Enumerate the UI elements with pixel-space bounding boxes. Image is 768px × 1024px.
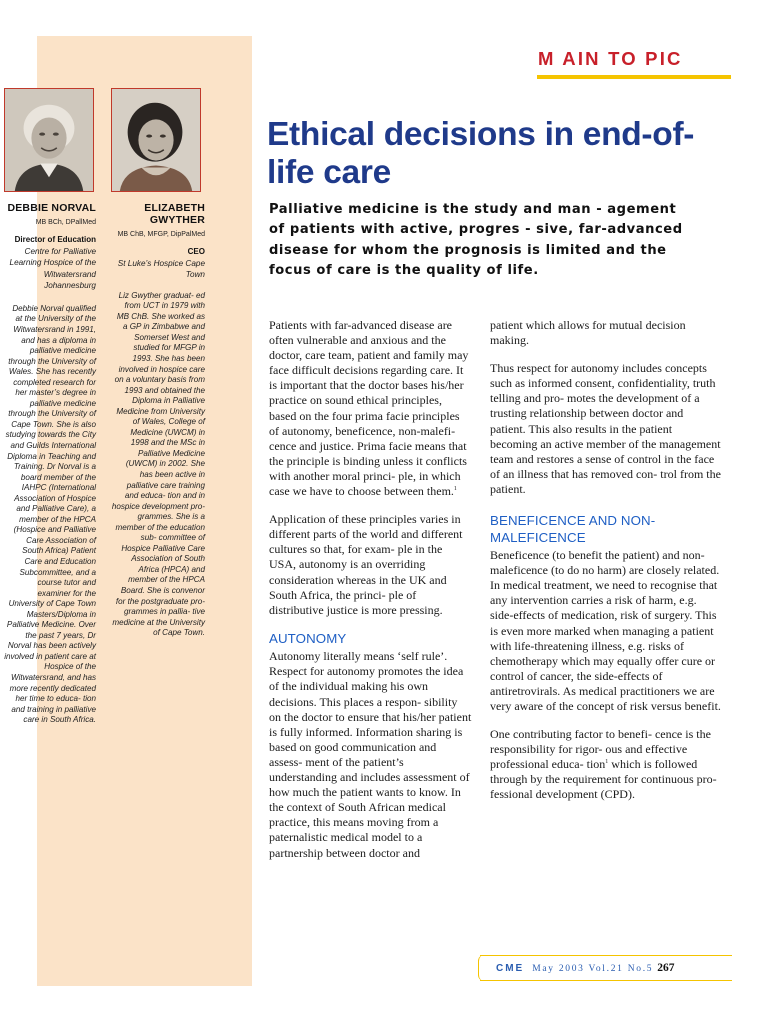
section-heading-beneficence: BENEFICENCE AND NON-MALEFICENCE [490, 513, 656, 545]
author-photo-gwyther [111, 88, 201, 192]
author-role: CEO [187, 247, 205, 256]
author-name: DEBBIE NORVAL [7, 202, 96, 214]
body-column-right [490, 318, 721, 816]
paragraph-text: which is followed through by the requirement for continuous pro- fessional development (CPD). [490, 757, 717, 802]
paragraph-text: Patients with far-advanced disease are often vulnerable and anxious and the doctor, care team, patient and family may face difficult decisions regarding care. It is important that the doctor bases his/her practice on sound ethical principles, based on the four prima facie principles of autonomy, beneficence, non-malefi- cence and justice. Prima facie means that the principle is binding unless it conflicts with another moral princi- ple, in which case we have to choose between them. [269, 318, 469, 499]
body-paragraph: Thus respect for autonomy includes concepts such as informed consent, confidentiality, truth telling and pro- motes the development of a trusting relationship between doctor and patient. This also results in the patient becoming an active member of the management team and restores a sense of control in the face of an illness that has removed con- trol from the patient. [490, 361, 721, 496]
body-paragraph: patient which allows for mutual decision making. [490, 318, 686, 348]
footer-rule-bottom [480, 980, 732, 981]
author-role: Director of Education [14, 235, 96, 244]
section-rule [537, 75, 731, 79]
page-footer [480, 959, 732, 979]
author-bio-norval [4, 202, 96, 726]
reference-marker: 1 [453, 486, 457, 493]
article-title: Ethical decisions in end-of-life care [267, 116, 695, 191]
author-organisation: St Luke’s Hospice Cape Town [117, 258, 205, 280]
author-organisation: Centre for Palliative Learning Hospice of the Witwatersrand Johannesburg [9, 246, 96, 291]
author-portrait-icon [112, 89, 200, 191]
footer-rule-top [480, 955, 732, 956]
footer-journal: CME [496, 963, 525, 974]
paragraph-text: One contributing factor to benefi- cence is the responsibility for rigor- ous and effective professional educa- tion [490, 727, 711, 772]
footer-issue: May 2003 Vol.21 No.5 [532, 964, 654, 974]
body-column-left [269, 318, 472, 874]
author-qualifications: MB BCh, DPallMed [35, 219, 96, 226]
section-label: M AIN TO PIC [538, 48, 683, 69]
author-bio-gwyther [111, 202, 205, 639]
author-name: ELIZABETH GWYTHER [144, 202, 205, 226]
article-standfirst: Palliative medicine is the study and man - agement of patients with active, progres - sive, far-advanced disease for whom the prognosis is limited and the focus of care is the quality of life. [269, 202, 683, 278]
author-biography: Liz Gwyther graduat- ed from UCT in 1979 with MB ChB. She worked as a GP in Zimbabwe and Somerset West and studied for MFGP in 1993. She has been involved in hospice care on a voluntary basis from 1993 and obtained the Diploma in Palliative Medicine from University of Wales, College of Medicine (UWCM) in 1998 and the MSc in Palliative Medicine (UWCM) in 2002. She has been active in palliative care training and educa- tion and in hospice development pro- grammes. She is a member of the education sub- committee of Hospice Palliative Care Association of South Africa (HPCA) and member of the HPCA Board. She is convenor for the postgraduate pro- grammes in pallia- tive medicine at the University of Cape Town. [111, 290, 205, 638]
page-number: 267 [657, 962, 675, 974]
body-paragraph: Beneficence (to benefit the patient) and non-maleficence (to do no harm) are closely related. In medical treatment, we need to recognise that any intervention carries a risk of harm, e.g. side-effects of medication, risk of surgery. This is even more marked when managing a patient with life-threatening illness, e.g. risks of chemotherapy which may equally offer cure or control of cancer, the side-effects of antiretrovirals. As medical practitioners we are very aware of the concept of risk versus benefit. [490, 548, 721, 713]
author-portrait-icon [5, 89, 93, 191]
author-photo-norval [4, 88, 94, 192]
body-paragraph: Autonomy literally means ‘self rule’. Respect for autonomy promotes the idea of the individual making his own decisions. This places a respon- sibility on the doctor to ensure that his/her patient is fully informed. Information sharing is based on good communication and assess- ment of the patient’s understanding and includes assessment of how much the patient wants to know. In the context of South African medical practice, this means moving from a paternalistic medical model to a partnership between doctor and [269, 649, 472, 860]
author-qualifications: MB ChB, MFGP, DipPalMed [117, 231, 205, 238]
body-paragraph: Application of these principles varies in different parts of the world and different cultures so that, for exam- ple in the USA, autonomy is an overriding consideration whereas in the UK and South Africa, the princi- ple of distributive justice is more pressing. [269, 512, 463, 617]
body-paragraph [269, 318, 472, 499]
author-biography: Debbie Norval qualified at the University of the Witwatersrand in 1991, and has a diploma in palliative medicine through the University of Wales. She has recently completed research for her master’s degree in palliative medicine through the University of Cape Town. She is also studying towards the City and Guilds International Diploma in Teaching and Training. Dr Norval is a board member of the IAHPC (International Association of Hospice and Palliative Care), a member of the HPCA (Hospice and Palliative Care Association of South Africa) Patient Care and Education Subcommittee, and a course tutor and examiner for the University of Cape Town Masters/Diploma in Palliative Medicine. Over the past 7 years, Dr Norval has been actively involved in patient care at Hospice of the Witwatersrand, and has more recently dedicated her time to educa- tion and training in palliative care in South Africa. [4, 303, 96, 725]
section-heading-autonomy: AUTONOMY [269, 630, 347, 646]
reference-marker: 1 [605, 759, 609, 766]
body-paragraph [490, 727, 721, 802]
